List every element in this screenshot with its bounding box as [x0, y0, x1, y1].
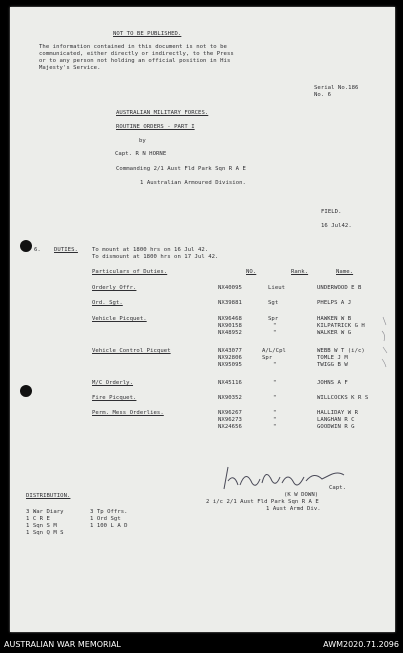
duty-label: Orderly Offr.: [92, 285, 137, 291]
rank: A/L/Cpl: [262, 348, 286, 354]
column-header: Particulars of Duties.: [92, 269, 168, 275]
distribution-item: 1 Ord Sgt: [90, 516, 121, 522]
distribution-item: 3 War Diary: [26, 509, 64, 515]
signature-name: (K W DOWN): [284, 492, 319, 498]
soldier-name: HALLIDAY W R: [317, 410, 359, 416]
duty-label: M/C Orderly.: [92, 380, 134, 386]
rank: ": [273, 395, 277, 401]
duty-label: Fire Picquet.: [92, 395, 137, 401]
command-line: Commanding 2/1 Aust Fld Park Sqn R A E: [116, 166, 246, 172]
service-number: NX39881: [218, 300, 242, 306]
rank: ": [273, 362, 277, 368]
distribution-item: 1 Sqn S M: [26, 523, 57, 529]
service-number: NX40095: [218, 285, 242, 291]
soldier-name: TOMLE J M: [317, 355, 348, 361]
soldier-name: HAWKEN W B: [317, 316, 352, 322]
soldier-name: TWIGG B W: [317, 362, 348, 368]
soldier-name: LANGHAN R C: [317, 417, 355, 423]
section-number: 6.: [34, 247, 41, 253]
serial-number: Serial No.186: [314, 85, 359, 91]
footer-institution: AUSTRALIAN WAR MEMORIAL: [4, 640, 121, 649]
service-number: NX43077: [218, 348, 242, 354]
service-number: NX95095: [218, 362, 242, 368]
notice-line: Majesty's Service.: [39, 65, 101, 71]
signature-rank: Capt.: [329, 485, 347, 491]
rank: Sgt: [268, 300, 279, 306]
distribution-item: 1 C R E: [26, 516, 50, 522]
orders-heading: ROUTINE ORDERS - PART I: [116, 124, 195, 130]
rank: Lieut: [268, 285, 286, 291]
signature-division: 1 Aust Armd Div.: [266, 506, 321, 512]
by-label: by: [139, 138, 146, 144]
soldier-name: WALKER W G: [317, 330, 352, 336]
footer-reference: AWM2020.71.2096: [323, 640, 399, 649]
force-heading: AUSTRALIAN MILITARY FORCES.: [116, 110, 209, 116]
service-number: NX90352: [218, 395, 242, 401]
notice-line: or to any person not holding an official position in His: [39, 58, 231, 64]
duty-label: Perm. Mess Orderlies.: [92, 410, 164, 416]
order-number: No. 6: [314, 92, 332, 98]
rank: ": [273, 410, 277, 416]
document-page: [10, 7, 395, 632]
service-number: NX92806: [218, 355, 242, 361]
officer-name: Capt. R N HORNE: [115, 151, 167, 157]
notice-line: The information contained in this document is not to be: [39, 44, 227, 50]
punch-hole: [20, 385, 32, 397]
service-number: NX96468: [218, 316, 242, 322]
punch-hole: [20, 240, 32, 252]
rank: ": [273, 380, 277, 386]
column-header: NO.: [246, 269, 257, 275]
division-line: 1 Australian Armoured Division.: [140, 180, 246, 186]
distribution-item: 1 Sqn Q M S: [26, 530, 64, 536]
location: FIELD.: [321, 209, 342, 215]
soldier-name: JOHNS A F: [317, 380, 348, 386]
service-number: NX90158: [218, 323, 242, 329]
soldier-name: UNDERWOOD E B: [317, 285, 362, 291]
dismount-time: To dismount at 1800 hrs on 17 Jul 42.: [92, 254, 219, 260]
rank: ": [273, 323, 277, 329]
column-header: Name.: [336, 269, 354, 275]
soldier-name: PHELPS A J: [317, 300, 352, 306]
duty-label: Ord. Sgt.: [92, 300, 123, 306]
rank: Spr: [262, 355, 273, 361]
service-number: NX96267: [218, 410, 242, 416]
column-header: Rank.: [291, 269, 309, 275]
distribution-heading: DISTRIBUTION.: [26, 493, 71, 499]
service-number: NX45116: [218, 380, 242, 386]
service-number: NX48952: [218, 330, 242, 336]
soldier-name: WILLCOCKS K R S: [317, 395, 369, 401]
soldier-name: WEBB W T (i/c): [317, 348, 365, 354]
rank: Spr: [268, 316, 279, 322]
duty-label: Vehicle Control Picquet: [92, 348, 171, 354]
not-published-heading: NOT TO BE PUBLISHED.: [113, 31, 182, 37]
rank: ": [273, 330, 277, 336]
soldier-name: KILPATRICK G H: [317, 323, 365, 329]
soldier-name: GOODWIN R G: [317, 424, 355, 430]
rank: ": [273, 417, 277, 423]
date: 16 Jul42.: [321, 223, 352, 229]
margin-pencil-marks: [380, 315, 390, 370]
rank: ": [273, 424, 277, 430]
service-number: NX96273: [218, 417, 242, 423]
service-number: NX24656: [218, 424, 242, 430]
signature-unit: 2 i/c 2/1 Aust Fld Park Sqn R A E: [206, 499, 319, 505]
distribution-item: 1 100 L A D: [90, 523, 128, 529]
duty-label: Vehicle Picquet.: [92, 316, 147, 322]
mount-time: To mount at 1800 hrs on 16 Jul 42.: [92, 247, 209, 253]
archive-footer: [0, 634, 403, 653]
notice-line: communicated, either directly or indirectly, to the Press: [39, 51, 234, 57]
duties-heading: DUTIES.: [54, 247, 78, 253]
distribution-item: 3 Tp Offrs.: [90, 509, 128, 515]
